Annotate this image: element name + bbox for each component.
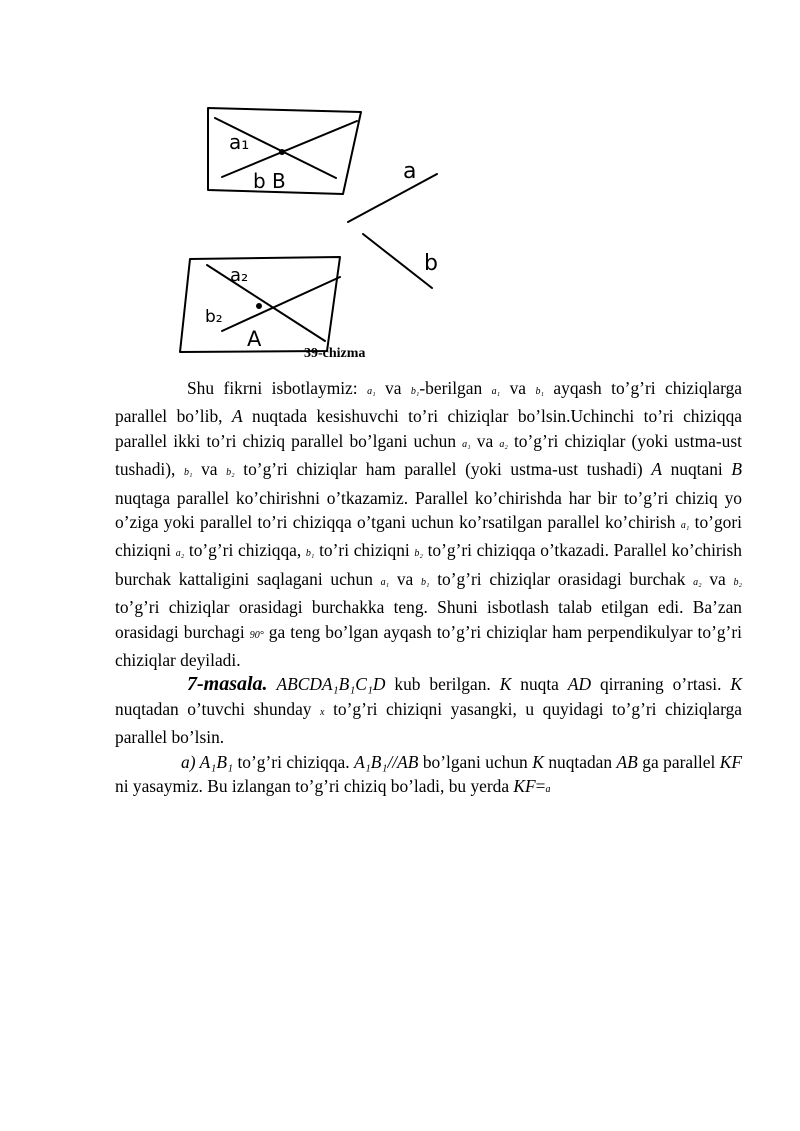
text-run: to’g’ri chiziqlar ham parallel (yoki ustma-ust tushadi) xyxy=(234,459,652,480)
var-b1: b₁ xyxy=(410,386,420,397)
equals-sign: = xyxy=(535,776,546,797)
text-run: va xyxy=(389,568,421,589)
var-b1: b₁ xyxy=(184,467,193,479)
label-a2-bottom: a₂ xyxy=(230,265,249,286)
label-a1-top: a₁ xyxy=(229,130,250,154)
text-run: va xyxy=(192,459,227,480)
text-run: ayqash to’g’ri chiziqlarga parallel bo’lib, xyxy=(115,378,742,427)
text-run: bo’lgani uchun xyxy=(418,751,533,772)
label-a-free: a xyxy=(403,159,417,184)
text-run: va xyxy=(470,430,500,451)
text-run: qirraning o’rtasi. xyxy=(591,674,731,695)
line-KF: KF xyxy=(719,751,742,772)
var-b1: b₁ xyxy=(420,576,430,588)
text-run: to’g’ri chiziqlar orasidagi burchak xyxy=(429,568,694,589)
paragraph-proof xyxy=(115,376,742,672)
var-b2: b₂ xyxy=(414,548,423,560)
point-K: K xyxy=(532,751,544,772)
text-run: -berilgan xyxy=(419,378,492,398)
point-K: K xyxy=(499,674,512,695)
text-run: to’g’ri chiziqlar orasidagi burchakka teng. Shuni isbotlash talab etilgan edi. Ba’zan orasidagi burchagi xyxy=(115,597,742,642)
line-A1B1: A₁B₁ xyxy=(199,751,233,772)
paragraph-problem-7 xyxy=(115,672,742,749)
var-b2: b₂ xyxy=(733,576,742,588)
body-text xyxy=(115,376,742,803)
label-A: A xyxy=(247,327,262,351)
var-b1: b₁ xyxy=(305,548,315,560)
text-run: ga teng bo’lgan ayqash to’g’ri chiziqlar ham perpendikulyar to’g’ri chiziqlar deyiladi. xyxy=(115,621,742,671)
edge-AD: AD xyxy=(567,674,592,695)
var-a: a xyxy=(545,784,551,796)
free-line-a xyxy=(348,174,437,222)
text-run: nuqtadan xyxy=(543,751,617,772)
var-a1: a₁ xyxy=(462,438,471,450)
point-A: A xyxy=(651,459,662,480)
var-a1: a₁ xyxy=(367,386,376,397)
cube-name: ABCDA₁B₁C₁D xyxy=(276,674,386,695)
text-run: nuqta xyxy=(511,674,568,695)
line-KF: KF xyxy=(513,776,536,797)
text-run: nuqtadan o’tuvchi shunday xyxy=(115,698,321,719)
text-run: nuqtada kesishuvchi to’ri chiziqlar bo’lsin.Uchinchi to’ri chiziqqa parallel ikki to’ri chiziq parallel bo’lgani uchun xyxy=(115,406,742,451)
text-run: nuqtani xyxy=(661,459,732,480)
point-A: A xyxy=(231,406,243,427)
text-run: nuqtaga parallel ko’chirishni o’tkazamiz. Parallel ko’chirishda har bir to’g’ri chiziq yo o’ziga yoki parallel to’ri chiziqqa o’tgani uchun ko’rsatilgan parallel ko’chirish xyxy=(115,487,742,533)
figure-39 xyxy=(0,0,800,370)
label-b-top: b xyxy=(253,169,266,193)
text-run: va xyxy=(375,378,411,398)
text-run: ga parallel xyxy=(637,751,720,772)
var-a1: a₁ xyxy=(491,386,501,397)
text-run: Shu fikrni isbotlaymiz: xyxy=(187,378,368,398)
var-a2: a₂ xyxy=(693,576,702,588)
angle-90: 90° xyxy=(249,629,264,641)
text-run: to’gori chiziqni xyxy=(115,512,742,561)
edge-AB: AB xyxy=(616,751,638,772)
item-label: a) xyxy=(181,751,200,772)
text-run: to’g’ri chiziqni yasangki, u quyidagi to’g’ri chiziqlarga parallel bo’lsin. xyxy=(115,698,742,748)
text-run: to’g’ri chiziqqa. xyxy=(233,751,355,772)
text-run: ni yasaymiz. Bu izlangan to’g’ri chiziq bo’ladi, bu yerda xyxy=(115,776,514,797)
text-run: to’g’ri chiziqqa o’tkazadi. Parallel ko’chirish burchak kattaligini saqlagani uchun xyxy=(115,540,742,589)
var-a1: a₁ xyxy=(380,576,390,588)
top-intersection-point xyxy=(279,149,285,155)
var-x: x xyxy=(320,706,325,718)
text-run: va xyxy=(500,378,536,398)
point-B: B xyxy=(731,459,742,480)
var-b1: b₁ xyxy=(535,386,544,397)
paragraph-item-a xyxy=(115,750,742,803)
label-b2-bottom: b₂ xyxy=(205,307,223,327)
bottom-intersection-point xyxy=(256,303,262,309)
text-run: va xyxy=(701,568,734,589)
var-a2: a₂ xyxy=(499,438,508,450)
text-run: to’ri chiziqni xyxy=(314,540,415,561)
label-B: B xyxy=(272,169,286,193)
text-run: kub berilgan. xyxy=(385,674,500,695)
var-a2: a₂ xyxy=(175,548,185,560)
var-a1: a₁ xyxy=(680,520,690,532)
label-b-free: b xyxy=(424,251,438,276)
point-K: K xyxy=(730,674,742,695)
problem-heading: 7-masala. xyxy=(187,673,268,696)
var-b2: b₂ xyxy=(226,467,235,479)
figure-caption: 39-chizma xyxy=(304,346,366,361)
text-run: to’g’ri chiziqqa, xyxy=(184,540,306,561)
text-run: to’g’ri chiziqlar (yoki ustma-ust tushadi), xyxy=(115,430,742,480)
free-line-b xyxy=(363,234,432,288)
parallel-relation: A₁B₁//AB xyxy=(354,751,419,772)
